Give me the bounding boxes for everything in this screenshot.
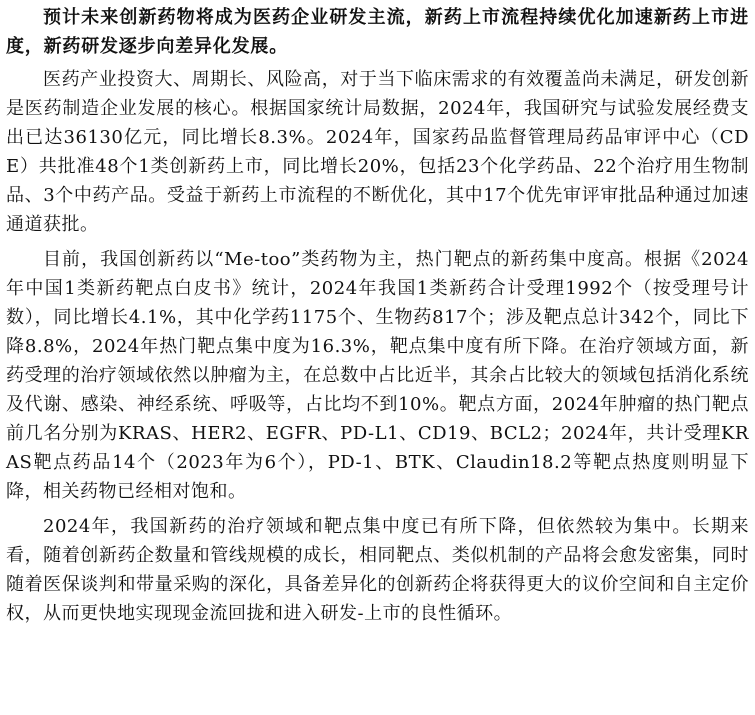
lead-paragraph: 预计未来创新药物将成为医药企业研发主流，新药上市流程持续优化加速新药上市进度，新药研发逐步向差异化发展。 [6,7,749,57]
paragraph-rd-investment: 医药产业投资大、周期长、风险高，对于当下临床需求的有效覆盖尚未满足，研发创新是医药制造企业发展的核心。根据国家统计局数据，2024年，我国研究与试验发展经费支出已达36130亿元，同比增长8.3%。2024年，国家药品监督管理局药品审评中心（CDE）共批准48个1类创新药上市，同比增长20%，包括23个化学药品、22个治疗用生物制品、3个中药产品。受益于新药上市流程的不断优化，其中17个优先审评审批品种通过加速通道获批。 [6,69,749,235]
paragraph-me-too-targets: 目前，我国创新药以“Me-too”类药物为主，热门靶点的新药集中度高。根据《2024年中国1类新药靶点白皮书》统计，2024年我国1类新药合计受理1992个（按受理号计数），同比增长4.1%，其中化学药1175个、生物药817个；涉及靶点总计342个，同比下降8.8%，2024年热门靶点集中度为16.3%，靶点集中度有所下降。在治疗领域方面，新药受理的治疗领域依然以肿瘤为主，在总数中占比近半，其余占比较大的领域包括消化系统及代谢、感染、神经系统、呼吸等，占比均不到10%。靶点方面，2024年肿瘤的热门靶点前几名分别为KRAS、HER2、EGFR、PD-L1、CD19、BCL2；2024年，共计受理KRAS靶点药品14个（2023年为6个），PD-1、BTK、Claudin18.2等靶点热度则明显下降，相关药物已经相对饱和。 [6,249,749,502]
paragraph-outlook: 2024年，我国新药的治疗领域和靶点集中度已有所下降，但依然较为集中。长期来看，随着创新药企数量和管线规模的成长，相同靶点、类似机制的产品将会愈发密集，同时随着医保谈判和带量采购的深化，具备差异化的创新药企将获得更大的议价空间和自主定价权，从而更快地实现现金流回拢和进入研发-上市的良性循环。 [6,516,749,624]
